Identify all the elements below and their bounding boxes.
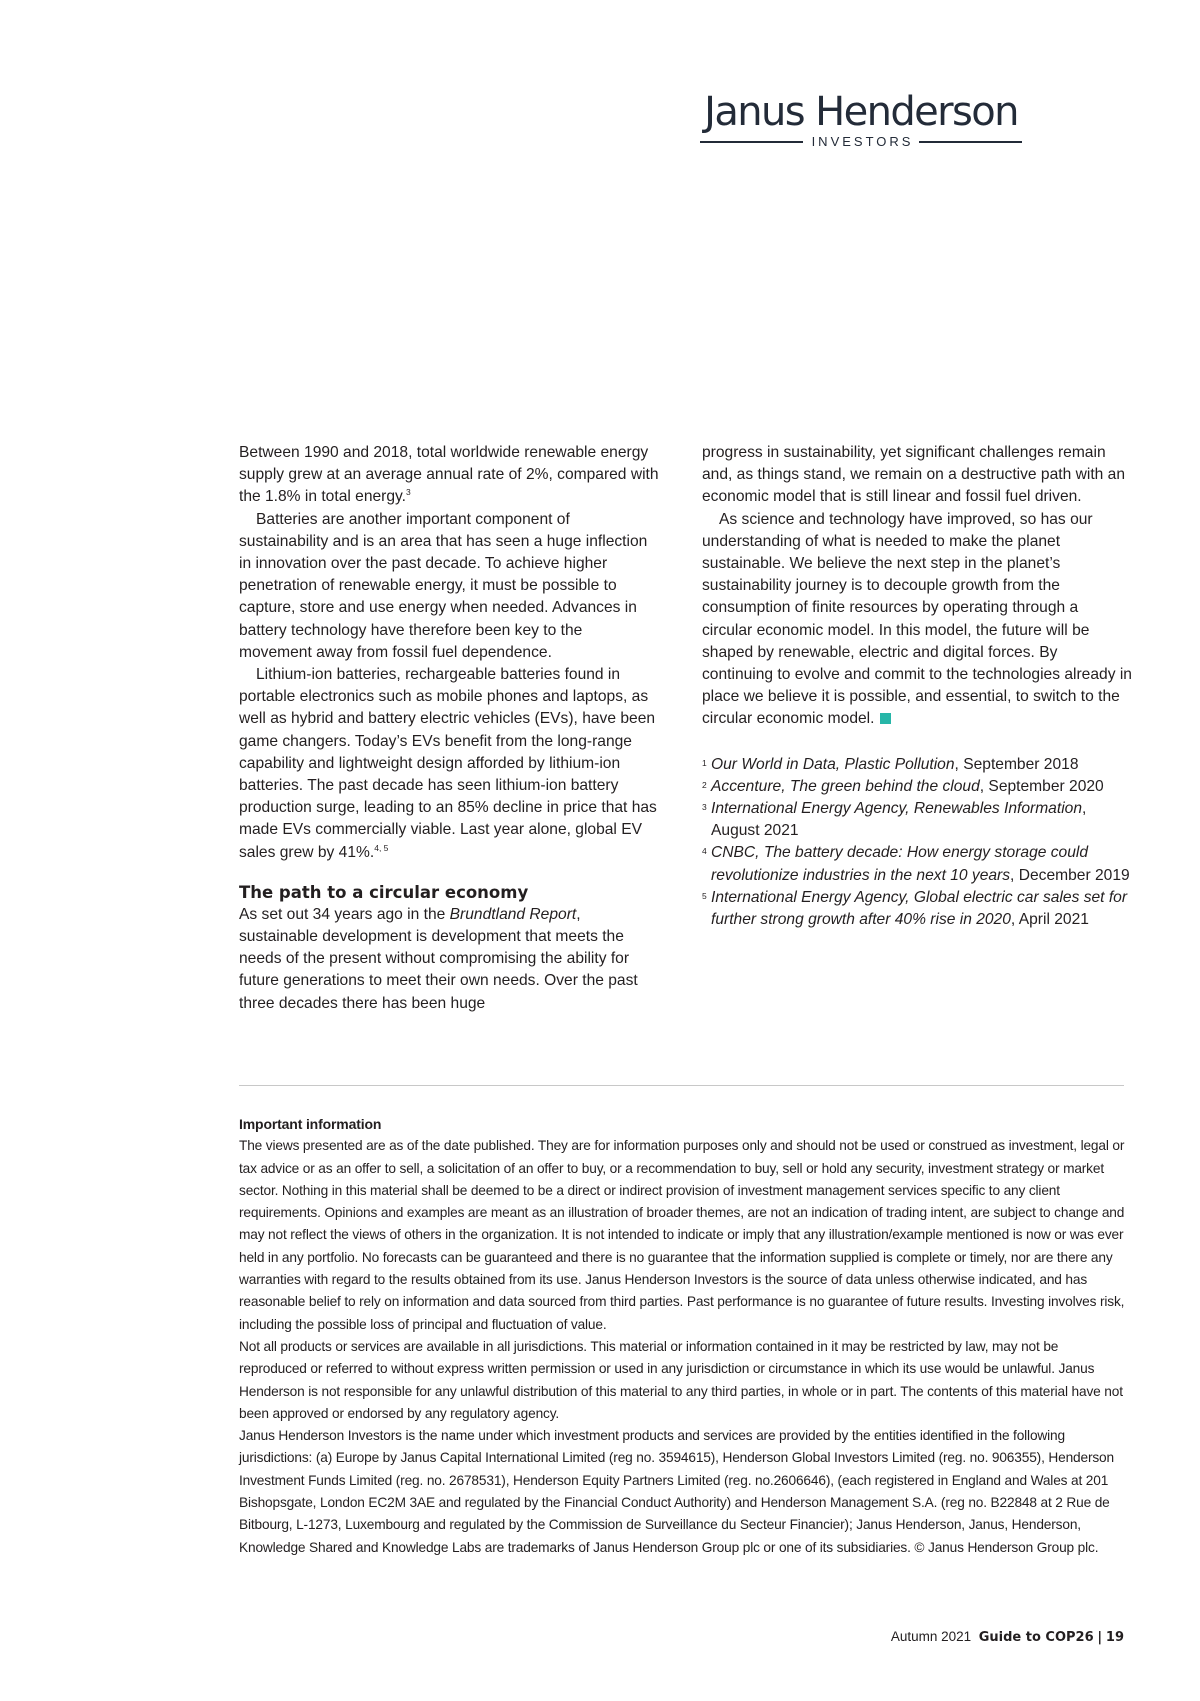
footnotes — [702, 754, 1132, 932]
footnote-ref: 4, 5 — [374, 842, 389, 853]
paragraph-brundtland — [239, 904, 659, 1015]
footnote: 4 CNBC, The battery decade: How energy storage could revolutionize industries in the next 10 years, December 2019 — [702, 844, 1130, 884]
footnote-source: Accenture, The green behind the cloud — [711, 777, 980, 795]
disclaimer-paragraph: Janus Henderson Investors is the name under which investment products and services are provided by the entities identified in the following jurisdictions: (a) Europe by Janus Capital International Limited (reg no. 3594615), Henderson Global Investors Limited (reg. no. 906355), Henderson Investment Funds Limited (reg. no. 2678531), Henderson Equity Partners Limited (reg. no.2606646), (each registered in England and Wales at 201 Bishopsgate, London EC2M 3AE and regulated by the Financial Conduct Authority) and Henderson Management S.A. (reg no. B22848 at 2 Rue de Bitbourg, L-1273, Luxembourg and regulated by the Commission de Surveillance du Secteur Financier); Janus Henderson, Janus, Henderson, Knowledge Shared and Knowledge Labs are trademarks of Janus Henderson Group plc or one of its subsidiaries. © Janus Henderson Group plc. — [239, 1428, 1114, 1555]
report-title: Brundtland Report — [449, 905, 577, 923]
paragraph-text: Lithium-ion batteries, rechargeable batteries found in portable electronics such as mobile phones and laptops, as well as hybrid and battery electric vehicles (EVs), have been game changers. Today’s EVs benefit from the long-range capability and lightweight design afforded by lithium-ion batteries. The past decade has seen lithium-ion battery production surge, leading to an 85% decline in price that has made EVs commercially viable. Last year alone, global EV sales grew by 41%. — [239, 666, 657, 861]
publication-title: Guide to COP26 — [978, 1630, 1094, 1645]
footnote-source: Our World in Data, Plastic Pollution — [711, 755, 955, 773]
important-information — [239, 1113, 1129, 1559]
logo-wordmark: Janus Henderson — [704, 89, 1018, 135]
paragraph-progress: progress in sustainability, yet significant challenges remain and, as things stand, we remain on a destructive path with an economic model that is still linear and fossil fuel driven. — [702, 444, 1126, 506]
paragraph-lithium-ion — [239, 664, 659, 864]
footnote-date: , April 2021 — [1010, 911, 1089, 929]
left-column — [239, 442, 659, 1015]
edition-label: Autumn 2021 — [890, 1629, 972, 1644]
paragraph-text: , sustainable development is development that meets the needs of the present without compromising the ability for future generations to meet their own needs. Over the past three decades there has been huge — [239, 905, 638, 1012]
paragraph-text: As set out 34 years ago in the — [239, 905, 450, 923]
footnote: 3 International Energy Agency, Renewables Information, August 2021 — [702, 800, 1087, 840]
paragraph-batteries: Batteries are another important component of sustainability and is an area that has seen a huge inflection in innovation over the past decade. To achieve higher penetration of renewable energy, it must be possible to capture, store and use energy when needed. Advances in battery technology have therefore been key to the movement away from fossil fuel dependence. — [239, 510, 648, 661]
footnote-date: , September 2018 — [954, 755, 1079, 773]
logo-tagline: INVESTORS — [811, 134, 914, 149]
section-heading: The path to a circular economy — [239, 882, 529, 902]
footnote-date: , September 2020 — [979, 777, 1104, 795]
janus-henderson-logo — [700, 90, 1022, 149]
page-number: 19 — [1105, 1630, 1124, 1645]
footnote-source: International Energy Agency, Renewables Information — [711, 800, 1082, 818]
footnote-date: , August 2021 — [711, 800, 1087, 840]
page-footer — [891, 1629, 1124, 1645]
footnote-ref: 3 — [406, 487, 411, 498]
footnote-date: , December 2019 — [1010, 866, 1130, 884]
logo-tagline-row — [700, 135, 1022, 149]
disclaimer-paragraph: The views presented are as of the date published. They are for information purposes only and should not be used or construed as investment, legal or tax advice or as an offer to sell, a solicitation of an offer to buy, or a recommendation to buy, sell or hold any security, investment strategy or market sector. Nothing in this material shall be deemed to be a direct or indirect provision of investment management services specific to any client requirements. Opinions and examples are meant as an illustration of broader themes, are not an indication of trading intent, are subject to change and may not reflect the views of others in the organization. It is not intended to indicate or imply that any illustration/example mentioned is now or was ever held in any portfolio. No forecasts can be guaranteed and there is no guarantee that the information supplied is complete or timely, nor are there any warranties with regard to the results obtained from its use. Janus Henderson Investors is the source of data unless otherwise indicated, and has reasonable belief to rely on information and data sourced from third parties. Past performance is no guarantee of future results. Investing involves risk, including the possible loss of principal and fluctuation of value. — [239, 1138, 1125, 1332]
footnote: 1 Our World in Data, Plastic Pollution, September 2018 — [702, 755, 1079, 773]
section-divider — [239, 1085, 1124, 1086]
logo-rule-right — [919, 141, 1022, 143]
end-of-article-icon — [880, 713, 891, 724]
important-title: Important information — [239, 1116, 382, 1132]
paragraph-text: Between 1990 and 2018, total worldwide renewable energy supply grew at an average annual rate of 2%, compared with the 1.8% in total energy. — [239, 444, 659, 506]
paragraph-circular-model — [702, 509, 1132, 731]
footnote: 2 Accenture, The green behind the cloud, September 2020 — [702, 777, 1104, 795]
paragraph-renewable-energy — [239, 442, 659, 509]
paragraph-text: As science and technology have improved, so has our understanding of what is needed to make the planet sustainable. We believe the next step in the planet’s sustainability journey is to decouple growth from the consumption of finite resources by operating through a circular economic model. In this model, the future will be shaped by renewable, electric and digital forces. By continuing to evolve and commit to the technologies already in place we believe it is possible, and essential, to switch to the circular economic model. — [702, 510, 1132, 728]
footnote: 5 International Energy Agency, Global electric car sales set for further strong growth after 40% rise in 2020, April 2021 — [702, 888, 1128, 929]
right-column — [702, 442, 1132, 931]
disclaimer-paragraph: Not all products or services are available in all jurisdictions. This material or information contained in it may be restricted by law, may not be reproduced or referred to without express written permission or used in any jurisdiction or circumstance in which its use would be unlawful. Janus Henderson is not responsible for any unlawful distribution of this material to any third parties, in whole or in part. The contents of this material have not been approved or endorsed by any regulatory agency. — [239, 1338, 1123, 1421]
footnote-source: CNBC, The battery decade: How energy storage could revolutionize industries in the next 10 years — [711, 844, 1089, 884]
logo-rule-left — [700, 141, 803, 143]
footnote-source: International Energy Agency, Global electric car sales set for further strong growth after 40% rise in 2020 — [711, 888, 1128, 929]
footer-separator: | — [1097, 1630, 1103, 1645]
